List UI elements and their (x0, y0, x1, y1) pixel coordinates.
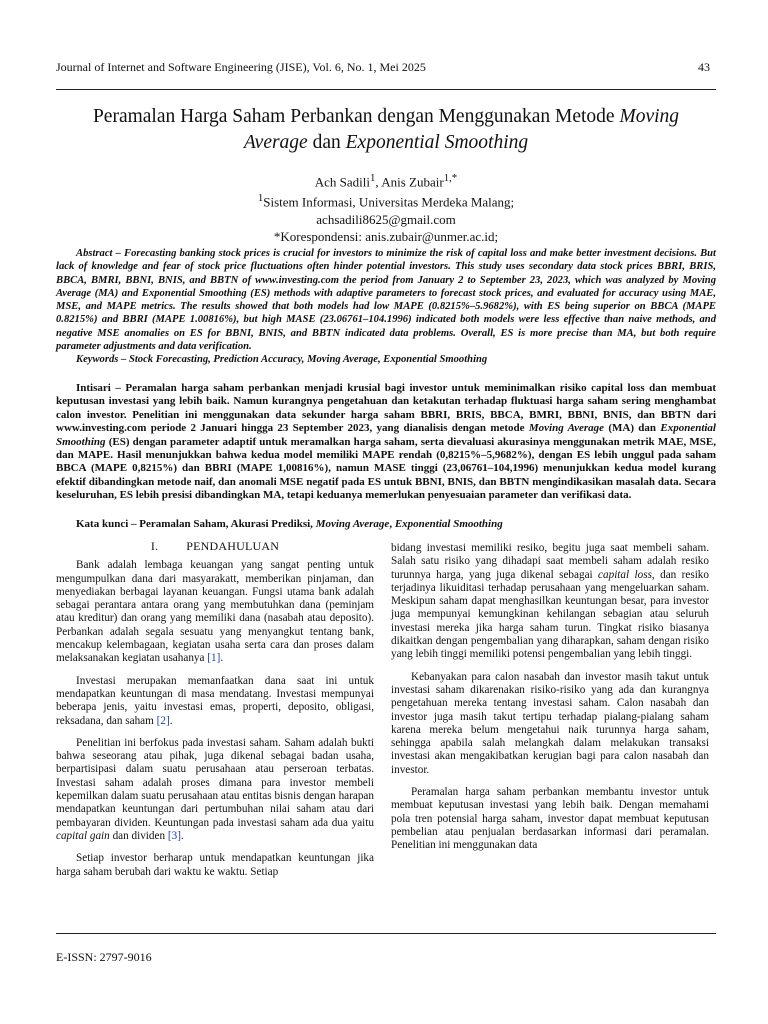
paragraph: Setiap investor berharap untuk mendapatkan keuntungan jika harga saham berubah dari waktu ke waktu. Setiap (56, 852, 374, 878)
running-header (56, 60, 710, 75)
paragraph: Penelitian ini berfokus pada investasi saham. Saham adalah bukti bahwa seseorang atau pihak, juga dikenal sebagai badan usaha, berpartisipasi dalam suatu perusahaan atau perseroan terbatas. Investasi saham adalah proses dimana para investor membeli kepemilkan dalam suatu perusahaan atau entitas bisnis dengan harapan mendapatkan keuntungan dari pertumbuhan nilai saham atau dari pembayaran dividen. Keuntungan pada investasi saham ada dua yaitu capital gain dan dividen [3]. (56, 736, 374, 842)
footer-rule (56, 933, 716, 934)
author-email: achsadili8625@gmail.com (316, 211, 456, 227)
keywords: Keywords – Stock Forecasting, Prediction Accuracy, Moving Average, Exponential Smoothing (76, 354, 488, 365)
paragraph: Peramalan harga saham perbankan membantu investor untuk membuat keputusan investasi yang lebih baik. Dengan memahami pola tren potensial harga saham, investor dapat membuat keputusan pembelian atau penjualan berdasarkan informasi dari peramalan. Penelitian ini menggunakan data (391, 786, 709, 852)
citation-link[interactable]: [2] (156, 714, 170, 727)
paragraph: Kebanyakan para calon nasabah dan investor masih takut untuk investasi saham dikarenakan risiko-risiko yang ada dan kurangnya pengetahuan mereka tentang investasi saham. Calon nasabah dan investor juga masih takut tertipu terhadap pialang-pialang saham karena mereka belum mengetahui naik turunnya harga saham, sehingga apabila salah melangkah dalam melakukan transaksi investasi akan mengakibatkan kerugian bagi para calon nasabah dan investor. (391, 670, 709, 776)
paragraph: Bank adalah lembaga keuangan yang sangat penting untuk mengumpulkan dana dari masyarakatt, memberikan pinjaman, dan menyediakan berbagai layanan keuangan. Fungsi utama bank adalah sebagai perantara antara orang yang membutuhkan dana (peminjam atau kreditur) dan orang yang memiliki dana (nasabah atau deposito). Perbankan adalah segala sesuatu yang menyangkut tentang bank, mencakup kelembagaan, kegiatan usaha serta cara dan proses dalam melaksanakan kegiatan usahanya [1]. (56, 559, 374, 665)
author-names: Ach Sadili$^1$, Anis Zubair$^{1,*}$ (314, 172, 458, 190)
affiliation: $^1$Sistem Informasi, Universitas Merdeka Malang; (257, 192, 515, 210)
paper-title: Peramalan Harga Saham Perbankan dengan Menggunakan Metode Moving Average dan Exponential Smoothing (92, 106, 680, 153)
paragraph: Investasi merupakan memanfaatkan dana saat ini untuk mendapatkan keuntungan di masa mendatang. Investasi mempunyai beberapa jenis, yaitu investasi emas, properti, deposito, obligasi, reksadana, dan saham [2]. (56, 674, 374, 727)
abstract: Abstract – Forecasting banking stock prices is crucial for investors to minimize the risk of capital loss and make better investment decisions. But lack of knowledge and fear of stock price fluctuations often hinder potential investors. This study uses secondary data stock prices BBRI, BRIS, BBCA, BMRI, BBNI, BNIS, and BBTN of www.investing.com the period from January 2 to September 23, 2023, which was analyzed by Moving Average (MA) and Exponential Smoothing (ES) methods with adaptive parameters to forecast stock prices, and evaluated for accuracy using MAE, MSE, and MAPE metrics. The results showed that both models had low MAPE (0.8215%–5.9682%), with ES being superior on BBCA (MAPE 0.8215%) and BBRI (MAPE 1.00816%), but high MASE (23.06761–104.1996) indicated both models were less effective than naive methods, and negative MSE anomalies on ES for BBNI, BNIS, and BBTN indicated data problems. Overall, ES is more precise than MA, but both require parameter adjustments and data verification. (56, 248, 716, 353)
issn-footer: E-ISSN: 2797-9016 (56, 950, 152, 964)
kata-kunci: Kata kunci – Peramalan Saham, Akurasi Prediksi, Moving Average, Exponential Smoothing (76, 518, 503, 530)
paragraph: bidang investasi memiliki resiko, begitu juga saat membeli saham. Salah satu risiko yang dihadapi saat membeli saham adalah resiko turunnya harga, yang juga dikenal sebagai capital loss, dan resiko terjadinya likuiditasi terhadap perusahaan yang mengeluarkan saham. Meskipun saham dapat menghasilkan keuntungan besar, para investor juga mempunyai kemungkinan kehilangan sebagian atau seluruh investasi mereka jika harga saham turun. Tingkat risiko biasanya dikaitkan dengan pengembalian yang diharapkan, saham dengan risiko yang lebih tinggi memiliki potensi pengembalian yang lebih tinggi. (391, 542, 709, 661)
citation-link[interactable]: [3] (167, 829, 181, 842)
page-number: 43 (698, 60, 710, 74)
section-heading: I. PENDAHULUAN (150, 539, 280, 553)
citation-link[interactable]: [1] (207, 652, 221, 665)
header-rule (56, 89, 716, 90)
right-column (391, 542, 709, 862)
intisari: Intisari – Peramalan harga saham perbankan menjadi krusial bagi investor untuk meminimalkan risiko capital loss dan membuat keputusan investasi yang lebih baik. Namun kurangnya pengetahuan dan ketakutan terhadap fluktuasi harga saham sering menghambat calon investor. Penelitian ini menggunakan data sekunder harga saham BBRI, BRIS, BBCA, BMRI, BBNI, BNIS, dan BBTN dari www.investing.com periode 2 Januari hingga 23 September 2023, yang dianalisis dengan metode Moving Average (MA) dan Exponential Smoothing (ES) dengan parameter adaptif untuk meramalkan harga saham, serta dievaluasi akurasinya menggunakan metrik MAE, MSE, dan MAPE. Hasil menunjukkan bahwa kedua model memiliki MAPE rendah (0,8215%–5,9682%), dengan ES lebih unggul pada saham BBCA (MAPE 0,8215%) dan BBRI (MAPE 1,00816%), namun MASE tinggi (23,06761–104,1996) menunjukkan kedua model kurang efektif dibandingkan metode naif, dan anomali MSE negatif pada ES untuk BBNI, BNIS, dan BBTN mengindikasikan masalah data. Secara keseluruhan, ES lebih presisi dibandingkan MA, tetapi keduanya memerlukan penyesuaian parameter dan verifikasi data. (56, 382, 716, 502)
left-column (56, 540, 374, 888)
author-block (56, 170, 716, 245)
corresponding-email: *Korespondensi: anis.zubair@unmer.ac.id; (273, 228, 499, 244)
journal-citation: Journal of Internet and Software Engineering (JISE), Vol. 6, No. 1, Mei 2025 (56, 60, 426, 74)
